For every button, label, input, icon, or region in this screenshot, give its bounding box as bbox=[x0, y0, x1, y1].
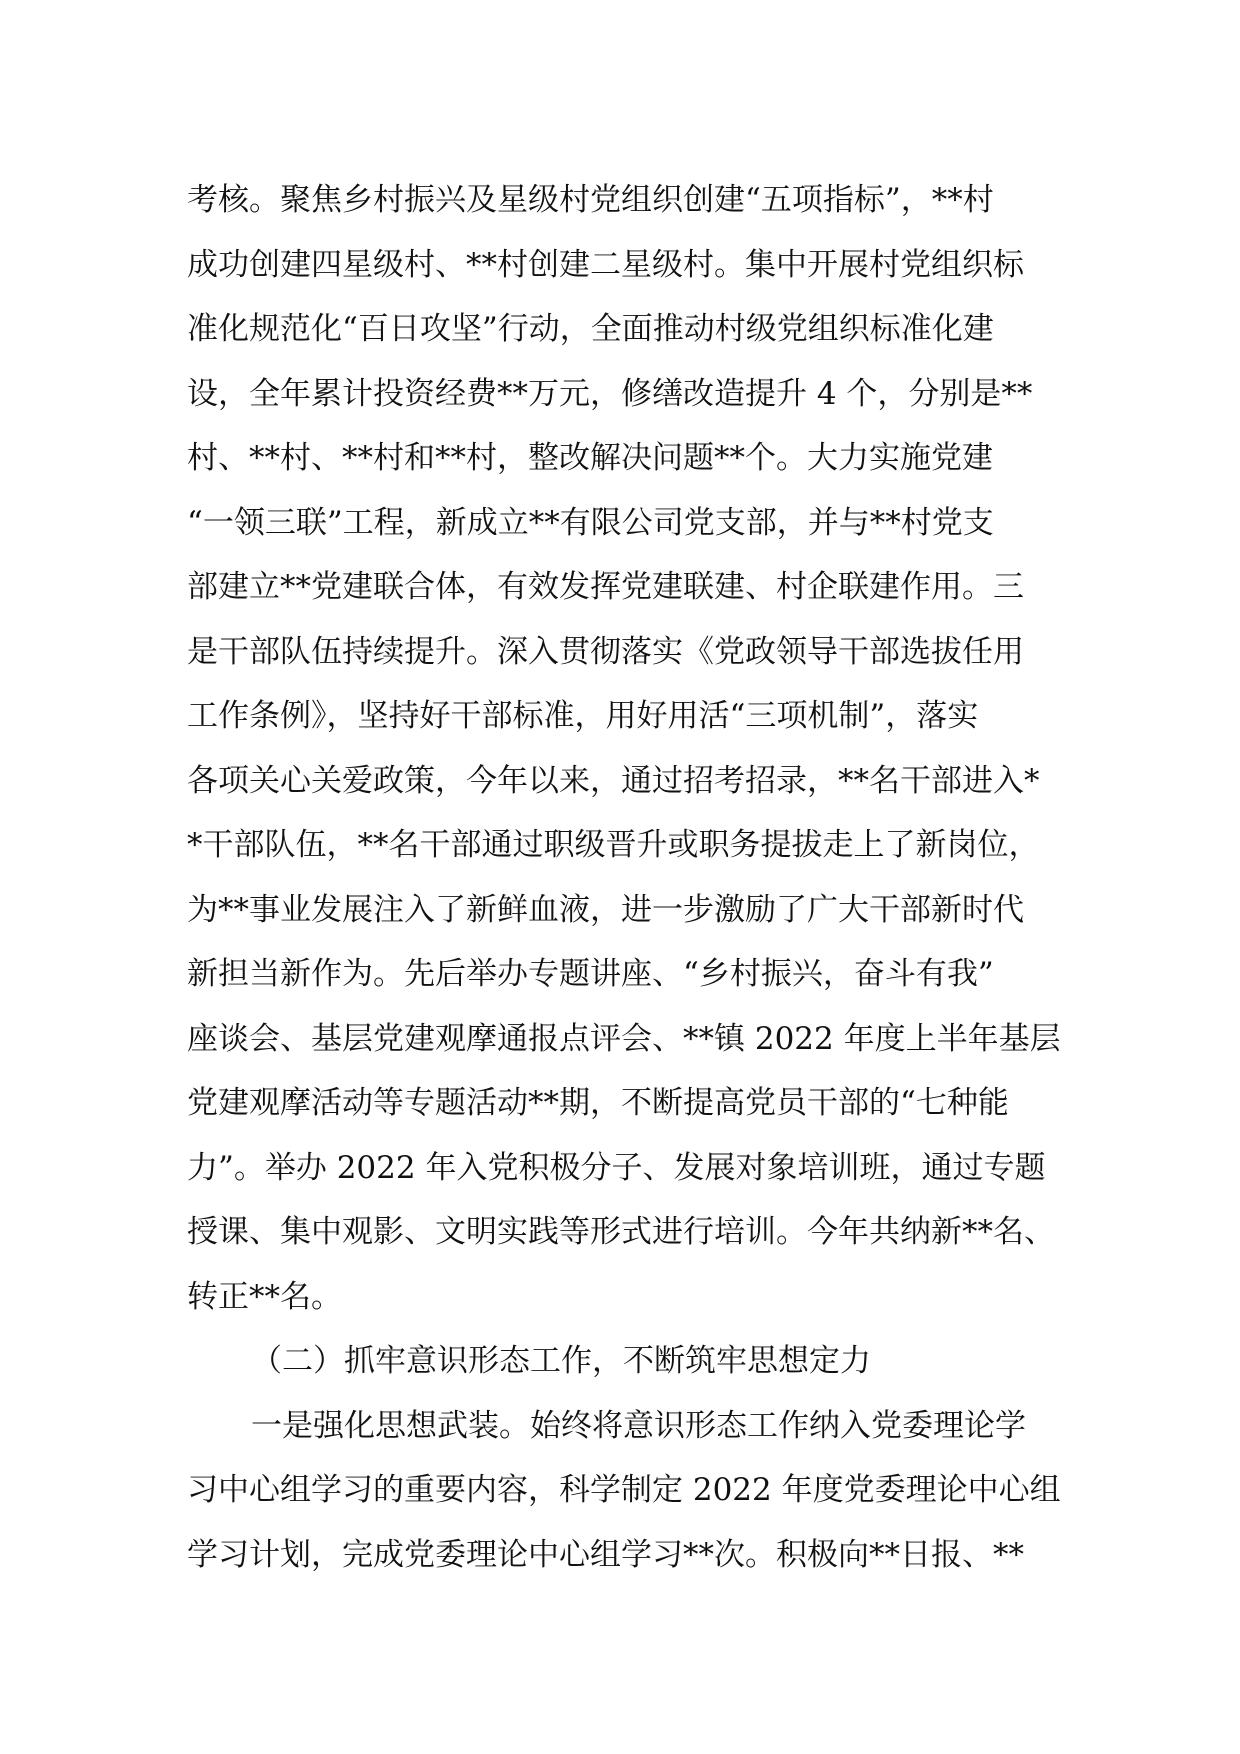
body-text bbox=[187, 168, 1067, 1587]
text-line: 考核。聚焦乡村振兴及星级村党组织创建“五项指标”，**村 bbox=[187, 182, 994, 218]
text-line: 习中心组学习的重要内容，科学制定 2022 年度党委理论中心组 bbox=[187, 1472, 1061, 1508]
text-line: 新担当新作为。先后举办专题讲座、“乡村振兴，奋斗有我” bbox=[187, 956, 994, 992]
paragraph-first-line: 一是强化思想武装。始终将意识形态工作纳入党委理论学 bbox=[251, 1407, 1026, 1444]
text-line: 转正**名。 bbox=[187, 1278, 342, 1315]
text-line: 学习计划，完成党委理论中心组学习**次。积极向**日报、** bbox=[187, 1536, 1024, 1573]
text-line: 部建立**党建联合体，有效发挥党建联建、村企联建作用。三 bbox=[187, 569, 1024, 605]
text-line: 座谈会、基层党建观摩通报点评会、**镇 2022 年度上半年基层 bbox=[187, 1020, 1061, 1057]
text-line: 为**事业发展注入了新鲜血液，进一步激励了广大干部新时代 bbox=[187, 891, 1024, 928]
text-line: 是干部队伍持续提升。深入贯彻落实《党政领导干部选拔任用 bbox=[187, 633, 1024, 670]
text-line: 力”。举办 2022 年入党积极分子、发展对象培训班，通过专题 bbox=[187, 1149, 1046, 1186]
text-line: 各项关心关爱政策，今年以来，通过招考招录，**名干部进入* bbox=[187, 762, 1040, 799]
text-line: “一领三联”工程，新成立**有限公司党支部，并与**村党支 bbox=[187, 504, 994, 541]
text-line: 准化规范化“百日攻坚”行动，全面推动村级党组织标准化建 bbox=[187, 311, 994, 347]
text-line: 授课、集中观影、文明实践等形式进行培训。今年共纳新**名、 bbox=[187, 1214, 1055, 1250]
text-line: *干部队伍，**名干部通过职级晋升或职务提拔走上了新岗位， bbox=[187, 827, 1040, 863]
text-line: 村、**村、**村和**村，整改解决问题**个。大力实施党建 bbox=[187, 440, 993, 476]
text-line: 工作条例》，坚持好干部标准，用好用活“三项机制”，落实 bbox=[187, 698, 979, 734]
section-heading: （二）抓牢意识形态工作，不断筑牢思想定力 bbox=[251, 1343, 871, 1379]
text-line: 党建观摩活动等专题活动**期，不断提高党员干部的“七种能 bbox=[187, 1085, 1009, 1121]
text-line: 设，全年累计投资经费**万元，修缮改造提升 4 个，分别是** bbox=[187, 375, 1033, 412]
text-line: 成功创建四星级村、**村创建二星级村。集中开展村党组织标 bbox=[187, 246, 1024, 283]
